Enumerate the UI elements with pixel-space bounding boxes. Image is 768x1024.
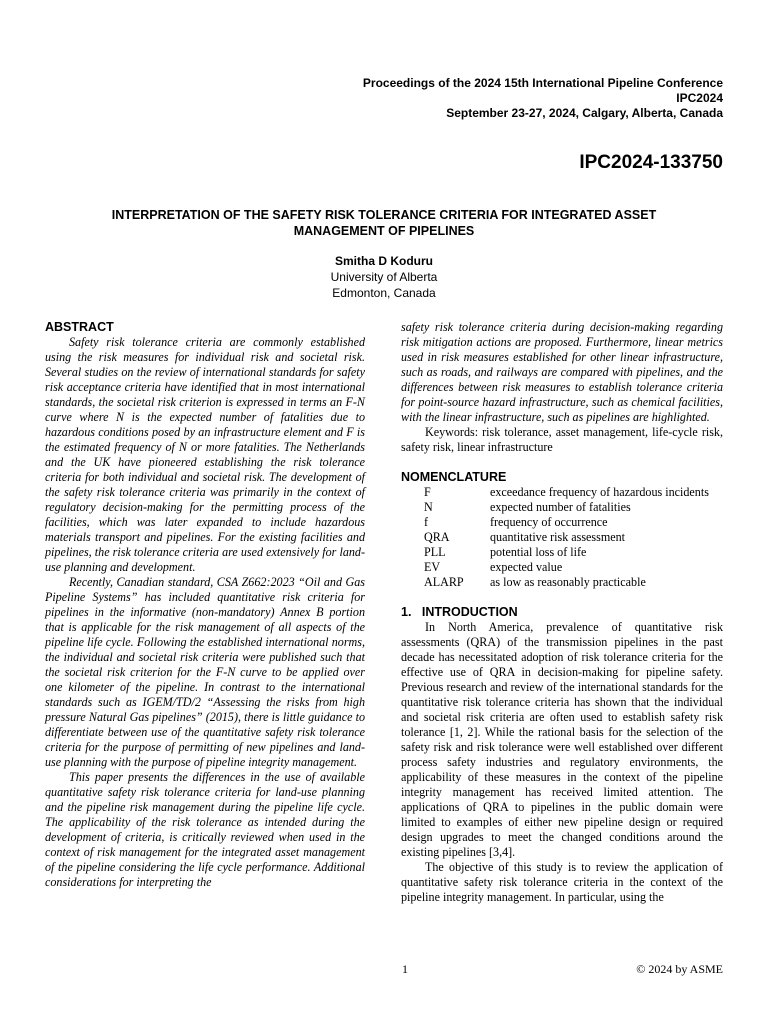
nomenclature-symbol: N	[424, 500, 433, 514]
nomenclature-item	[401, 575, 723, 590]
keywords: Keywords: risk tolerance, asset management, life-cycle risk, safety risk, linear infrastructure	[401, 425, 723, 454]
author-location: Edmonton, Canada	[332, 286, 436, 300]
nomenclature-definition: as low as reasonably practicable	[490, 575, 646, 589]
conference-header	[363, 76, 723, 121]
nomenclature-symbol: f	[424, 515, 429, 529]
abstract-paragraph-2: Recently, Canadian standard, CSA Z662:2023 “Oil and Gas Pipeline Systems” has included quantitative risk criteria for pipelines in the informative (non-mandatory) Annex B portion that is applicable for the risk management of all aspects of the pipeline life cycle. Following the established international norms, the individual and societal risk criteria were published such that the societal risk criterion for the F-N curve to be applied over one kilometer of the pipeline. In contrast to the international standards such as IGEM/TD/2 “Assessing the risks from high pressure Natural Gas pipelines” (2015), there is little guidance to differentiate between use of the quantitative safety risk tolerance criteria for the purpose of permitting of new pipelines and land-use planning with the purpose of pipeline integrity management.	[45, 575, 365, 769]
introduction-heading: 1. INTRODUCTION	[401, 605, 518, 619]
abstract-paragraph-3-continued: safety risk tolerance criteria during decision-making regarding risk mitigation actions are proposed. Furthermore, linear metrics used in risk measures established for other linear infrastructure, such as roads, and railways are compared with pipelines, and the differences between risk measures to establish tolerance criteria for point-source hazard infrastructure, such as chemical facilities, with the linear infrastructure, such as pipelines are highlighted.	[401, 320, 723, 424]
nomenclature-symbol: EV	[424, 560, 441, 574]
introduction-paragraph-1: In North America, prevalence of quantitative risk assessments (QRA) of the transmission pipelines in the past decade has necessitated adoption of risk tolerance criteria for the effective use of QRA in decision-making for pipeline safety. Previous research and review of the international standards for the quantitative risk tolerance criteria has shown that the individual and societal risk criteria are often used to establish safety risk tolerance [1, 2]. While the rational basis for the selection of the safety risk and risk tolerance were well established over different process safety industries and regulatory environments, the applicability of these measures in the context of the pipeline integrity management has received limited attention. The applications of QRA to pipelines in the public domain were limited to examples of either new pipeline design or required design upgrades to meet the changed conditions around the existing pipelines [3,4].	[401, 620, 723, 859]
author-affiliation: University of Alberta	[330, 270, 438, 284]
paper-title-line-1: INTERPRETATION OF THE SAFETY RISK TOLERANCE CRITERIA FOR INTEGRATED ASSET	[111, 208, 657, 222]
nomenclature-definition: expected value	[490, 560, 563, 574]
author-name: Smitha D Koduru	[335, 254, 433, 268]
author-block	[45, 253, 723, 301]
nomenclature-definition: frequency of occurrence	[490, 515, 608, 529]
nomenclature-item	[401, 530, 723, 545]
nomenclature-symbol: QRA	[424, 530, 450, 544]
nomenclature-item	[401, 545, 723, 560]
nomenclature-definition: expected number of fatalities	[490, 500, 631, 514]
paper-title	[45, 207, 723, 239]
page-number: 1	[402, 962, 408, 976]
nomenclature-item	[401, 515, 723, 530]
nomenclature-definition: quantitative risk assessment	[490, 530, 626, 544]
introduction-paragraph-2: The objective of this study is to review the application of quantitative safety risk tolerance criteria in the context of the pipeline integrity management. In particular, using the	[401, 860, 723, 904]
nomenclature-symbol: ALARP	[424, 575, 464, 589]
abstract-paragraph-3: This paper presents the differences in the use of available quantitative safety risk tolerance criteria for land-use planning and the pipeline risk management during the pipeline life cycle. The applicability of the risk tolerance as intended during the development of criteria, is critically reviewed when used in the context of risk management for the integrated asset management of the pipeline considering the life cycle performance. Additional considerations for interpreting the	[45, 770, 365, 889]
conference-dates-location: September 23-27, 2024, Calgary, Alberta, Canada	[446, 106, 723, 120]
abstract-paragraph-1: Safety risk tolerance criteria are commonly established using the risk measures for individual risk and societal risk. Several studies on the review of international standards for safety risk acceptance criteria have identified that in most international standards, the societal risk criterion is expressed in terms an F-N curve where N is the expected number of fatalities due to hazardous conditions posed by an infrastructure element and F is the estimated frequency of N or more fatalities. The Netherlands and the UK have pioneered establishing the risk tolerance criteria for both individual and societal risk. The development of the safety risk tolerance criteria was primarily in the context of regulatory decision-making for the permitting process of the facilities, which was later expanded to include hazardous materials transport and pipelines. For the existing facilities and pipelines, the risk tolerance criteria are used extensively for land-use planning and development.	[45, 335, 365, 574]
paper-id: IPC2024-133750	[579, 152, 723, 173]
nomenclature-item	[401, 560, 723, 575]
abstract-heading: ABSTRACT	[45, 320, 114, 334]
paper-title-line-2: MANAGEMENT OF PIPELINES	[293, 224, 475, 238]
conference-acronym: IPC2024	[676, 91, 723, 105]
copyright: © 2024 by ASME	[636, 962, 723, 976]
nomenclature-definition: exceedance frequency of hazardous incidents	[490, 485, 709, 499]
conference-name: Proceedings of the 2024 15th International Pipeline Conference	[362, 76, 723, 90]
nomenclature-list	[401, 485, 723, 590]
right-column	[401, 320, 723, 905]
nomenclature-definition: potential loss of life	[490, 545, 587, 559]
nomenclature-heading: NOMENCLATURE	[401, 470, 507, 484]
nomenclature-item	[401, 500, 723, 515]
nomenclature-symbol: PLL	[424, 545, 446, 559]
nomenclature-item	[401, 485, 723, 500]
nomenclature-symbol: F	[424, 485, 431, 499]
left-column	[45, 320, 365, 890]
